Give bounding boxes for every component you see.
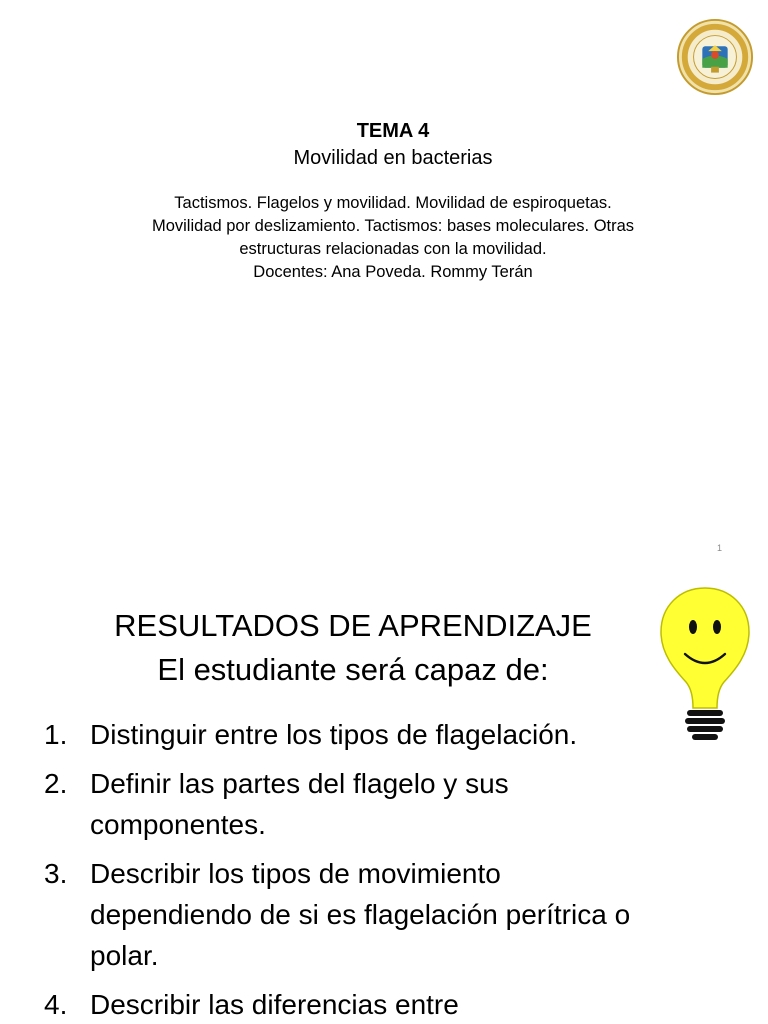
teachers-line: Docentes: Ana Poveda. Rommy Terán (253, 263, 533, 281)
objective-text-line: dependiendo de si es flagelación perítrica o (90, 899, 631, 930)
university-seal-icon (676, 18, 754, 96)
objective-text-line: componentes. (90, 809, 266, 840)
objective-number: 3. (44, 858, 68, 889)
objective-item (44, 984, 734, 1024)
objective-item (44, 853, 734, 976)
topic-title: Movilidad en bacterias (293, 147, 493, 169)
learning-outcomes-slide (0, 576, 768, 1024)
topic-description (60, 192, 726, 284)
description-line: Tactismos. Flagelos y movilidad. Movilidad de espiroquetas. (174, 194, 612, 212)
description-line: estructuras relacionadas con la movilidad. (239, 240, 547, 258)
objective-number: 1. (44, 719, 68, 750)
objective-number: 4. (44, 989, 68, 1020)
objective-item (44, 763, 734, 845)
objective-text-line: Describir las diferencias entre (90, 989, 459, 1020)
description-line: Movilidad por deslizamiento. Tactismos: bases moleculares. Otras (151, 217, 635, 235)
outcomes-heading (60, 604, 646, 692)
outcomes-heading-line: El estudiante será capaz de: (157, 652, 549, 687)
topic-number: TEMA 4 (356, 120, 430, 142)
objective-text-line: Definir las partes del flagelo y sus (90, 768, 509, 799)
objective-number: 2. (44, 768, 68, 799)
objective-text-line: polar. (90, 940, 159, 971)
objectives-list (44, 714, 734, 1024)
title-block (60, 118, 726, 284)
objective-text-line: Distinguir entre los tipos de flagelación. (90, 719, 578, 750)
objective-text-line: Describir los tipos de movimiento (90, 858, 501, 889)
outcomes-heading-line: RESULTADOS DE APRENDIZAJE (114, 608, 592, 643)
slide-number: 1 (716, 543, 722, 553)
objective-item (44, 714, 734, 755)
